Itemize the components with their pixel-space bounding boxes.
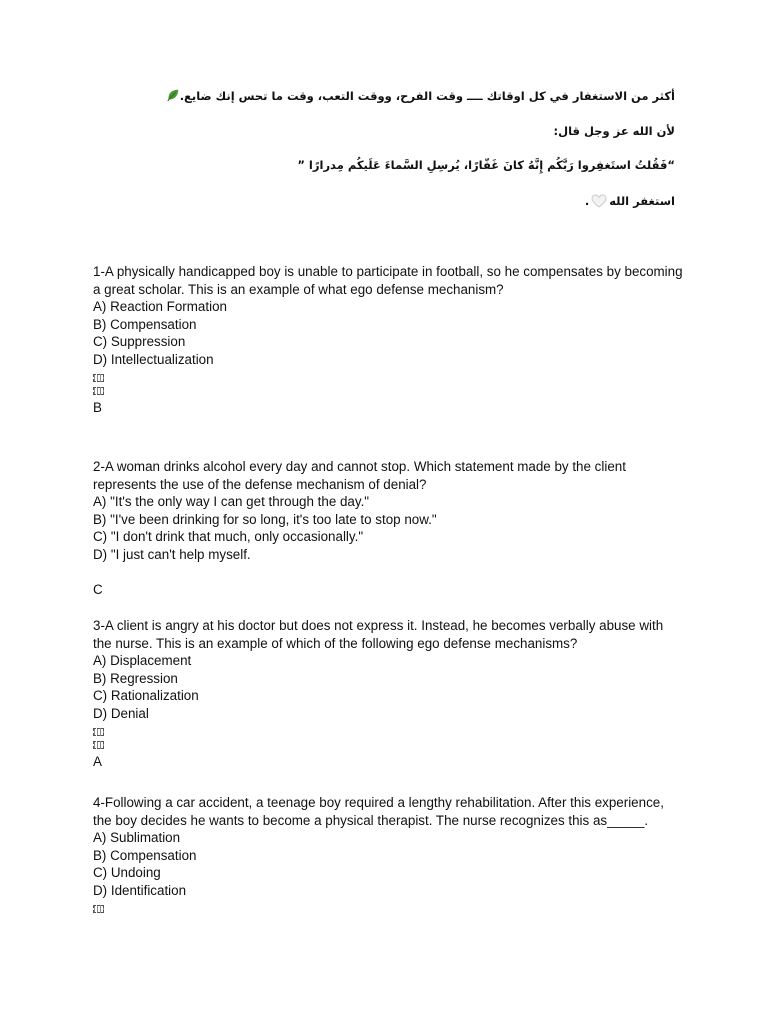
arabic-line-1 (179, 87, 675, 105)
question-3-prompt: 3-A client is angry at his doctor but does not express it. Instead, he becomes verbally abuse with the nurse. This is an example of which of the following ego defense mechanisms? (93, 618, 664, 651)
question-4 (93, 794, 683, 917)
question-4-prompt: 4-Following a car accident, a teenage boy required a lengthy rehabilitation. After this experience, the boy decides he wants to become a physical therapist. The nurse recognizes this as_____. (93, 795, 664, 828)
question-2-option-a: A) "It's the only way I can get through the day." (93, 494, 370, 510)
question-1-answer: B (93, 400, 102, 416)
question-1-option-a: A) Reaction Formation (93, 299, 227, 315)
arabic-line-2: لأن الله عز وجل قال: (553, 124, 675, 138)
white-heart-icon (591, 194, 607, 208)
arabic-line-4: استغفر الله. (584, 194, 675, 208)
arabic-line-4-text: استغفر الله (609, 194, 675, 208)
question-3-option-b: B) Regression (93, 670, 178, 686)
leaf-icon (166, 88, 180, 102)
missing-glyph-icon (93, 387, 104, 395)
question-4-option-d: D) Identification (93, 882, 187, 898)
spacer (93, 564, 683, 582)
missing-glyph-icon (93, 374, 104, 382)
arabic-verse: “فَقُلتُ استَغفِروا رَبَّكُم إِنَّهُ كانَ غَفّارًا، يُرسِلِ السَّماءَ عَلَيكُم مِدرارًا ” (297, 158, 675, 172)
question-2-option-c: C) "I don't drink that much, only occasionally." (93, 529, 364, 545)
question-3-option-c: C) Rationalization (93, 688, 199, 704)
question-3-option-d: D) Denial (93, 705, 149, 721)
question-1 (93, 263, 683, 417)
question-2-answer: C (93, 582, 103, 598)
question-1-option-d: D) Intellectualization (93, 351, 214, 367)
question-2 (93, 458, 683, 599)
question-3 (93, 617, 683, 771)
question-3-option-a: A) Displacement (93, 653, 192, 669)
question-1-prompt: 1-A physically handicapped boy is unable to participate in football, so he compensates by becoming a great scholar. This is an example of what ego defense mechanism? (93, 264, 683, 297)
question-1-option-b: B) Compensation (93, 316, 197, 332)
question-1-option-c: C) Suppression (93, 334, 186, 350)
question-4-option-b: B) Compensation (93, 847, 197, 863)
question-4-option-a: A) Sublimation (93, 830, 181, 846)
question-2-prompt: 2-A woman drinks alcohol every day and cannot stop. Which statement made by the client represents the use of the defense mechanism of denial? (93, 459, 626, 492)
question-2-option-d: D) "I just can't help myself. (93, 546, 251, 562)
question-2-option-b: B) "I've been drinking for so long, it's too late to stop now." (93, 511, 437, 527)
question-3-answer: A (93, 754, 102, 770)
missing-glyph-icon (93, 905, 104, 913)
question-4-option-c: C) Undoing (93, 865, 161, 881)
arabic-line-1-text: أكثر من الاستغفار في كل اوقاتك ــــ وقت الفرح، ووقت التعب، وقت ما تحس إنك ضايع. (179, 89, 675, 103)
missing-glyph-icon (93, 741, 104, 749)
missing-glyph-icon (93, 728, 104, 736)
